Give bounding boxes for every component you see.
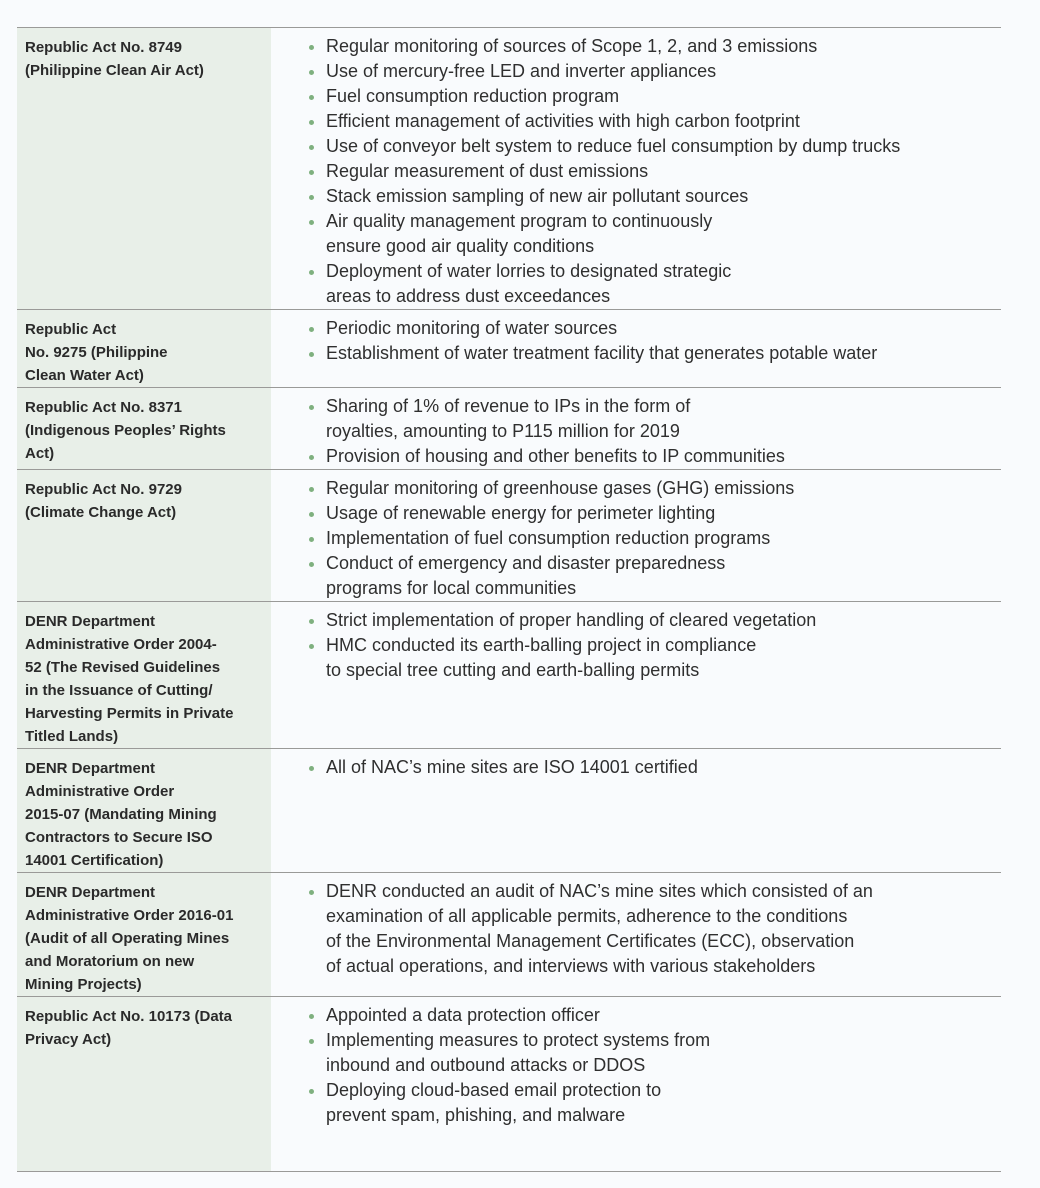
list-item: [309, 879, 1001, 979]
bullet-icon: [309, 270, 314, 275]
law-name-line: No. 9275 (Philippine: [25, 344, 168, 361]
table-row: [17, 749, 1001, 873]
bullet-icon: [309, 220, 314, 225]
bullet-icon: [309, 95, 314, 100]
bullet-icon: [309, 405, 314, 410]
law-name-line: Contractors to Secure ISO: [25, 829, 213, 846]
list-item: [309, 316, 1001, 341]
bullet-icon: [309, 487, 314, 492]
list-item: [309, 394, 1001, 444]
list-item: [309, 159, 1001, 184]
bullet-icon: [309, 537, 314, 542]
bullet-icon: [309, 890, 314, 895]
compliance-table: [17, 28, 1001, 1172]
law-name-line: Titled Lands): [25, 728, 119, 745]
bullet-icon: [309, 195, 314, 200]
law-cell: [17, 749, 271, 873]
list-item: [309, 109, 1001, 134]
law-name-line: Mining Projects): [25, 976, 142, 993]
measure-text-line: DENR conducted an audit of NAC’s mine sites which consisted of an: [326, 881, 873, 901]
law-name-line: Republic Act No. 10173 (Data: [25, 1008, 233, 1025]
bullet-icon: [309, 327, 314, 332]
measure-text-line: royalties, amounting to P115 million for 2019: [326, 421, 680, 441]
bullet-icon: [309, 1039, 314, 1044]
bullet-icon: [309, 1014, 314, 1019]
measure-text-line: Efficient management of activities with high carbon footprint: [326, 111, 800, 131]
measures-cell: [271, 602, 1001, 749]
law-name-line: 52 (The Revised Guidelines: [25, 659, 221, 676]
list-item: [309, 184, 1001, 209]
list-item: [309, 526, 1001, 551]
table-row: [17, 310, 1001, 388]
list-item: [309, 59, 1001, 84]
measures-list: [309, 755, 1001, 780]
law-name-line: DENR Department: [25, 613, 156, 630]
law-name-line: DENR Department: [25, 760, 156, 777]
measure-text-line: Establishment of water treatment facility that generates potable water: [326, 343, 878, 363]
measure-text-line: inbound and outbound attacks or DDOS: [326, 1055, 646, 1075]
bullet-icon: [309, 170, 314, 175]
law-name-line: and Moratorium on new: [25, 953, 195, 970]
measures-cell: [271, 310, 1001, 388]
measure-text-line: of actual operations, and interviews with various stakeholders: [326, 956, 816, 976]
measures-cell: [271, 873, 1001, 997]
measures-list: [309, 608, 1001, 683]
law-name-line: Clean Water Act): [25, 367, 144, 384]
list-item: [309, 551, 1001, 601]
measures-list: [309, 476, 1001, 601]
measure-text-line: Stack emission sampling of new air pollutant sources: [326, 186, 749, 206]
measure-text-line: Sharing of 1% of revenue to IPs in the form of: [326, 396, 691, 416]
table-row: [17, 873, 1001, 997]
measure-text-line: Regular measurement of dust emissions: [326, 161, 649, 181]
measure-text-line: of the Environmental Management Certificates (ECC), observation: [326, 931, 855, 951]
bullet-icon: [309, 70, 314, 75]
law-name-line: in the Issuance of Cutting/: [25, 682, 213, 699]
list-item: [309, 1078, 1001, 1128]
law-name-line: Administrative Order 2004-: [25, 636, 217, 653]
law-name-line: Administrative Order 2016-01: [25, 907, 234, 924]
bullet-icon: [309, 455, 314, 460]
measures-cell: [271, 388, 1001, 470]
law-name-line: 14001 Certification): [25, 852, 164, 869]
measures-list: [309, 879, 1001, 979]
list-item: [309, 341, 1001, 366]
list-item: [309, 476, 1001, 501]
measure-text-line: Periodic monitoring of water sources: [326, 318, 618, 338]
measure-text-line: Appointed a data protection officer: [326, 1005, 600, 1025]
measures-cell: [271, 749, 1001, 873]
measure-text-line: to special tree cutting and earth-balling permits: [326, 660, 700, 680]
law-cell: [17, 310, 271, 388]
law-cell: [17, 470, 271, 602]
measures-list: [309, 394, 1001, 469]
list-item: [309, 608, 1001, 633]
law-name-line: Republic Act: [25, 321, 117, 338]
law-name-line: Act): [25, 445, 55, 462]
bullet-icon: [309, 45, 314, 50]
compliance-table-container: [17, 27, 1001, 1172]
measures-cell: [271, 28, 1001, 310]
compliance-table-body: [17, 28, 1001, 1172]
table-row: [17, 388, 1001, 470]
law-name-line: Administrative Order: [25, 783, 175, 800]
measure-text-line: Use of conveyor belt system to reduce fuel consumption by dump trucks: [326, 136, 901, 156]
law-name-line: (Audit of all Operating Mines: [25, 930, 230, 947]
measure-text-line: Provision of housing and other benefits to IP communities: [326, 446, 785, 466]
measure-text-line: Regular monitoring of greenhouse gases (GHG) emissions: [326, 478, 795, 498]
measure-text-line: Implementing measures to protect systems from: [326, 1030, 711, 1050]
measure-text-line: Air quality management program to continuously: [326, 211, 713, 231]
bullet-icon: [309, 766, 314, 771]
law-cell: [17, 28, 271, 310]
law-name-line: DENR Department: [25, 884, 156, 901]
list-item: [309, 633, 1001, 683]
bullet-icon: [309, 1089, 314, 1094]
list-item: [309, 259, 1001, 309]
bullet-icon: [309, 619, 314, 624]
law-name-line: Harvesting Permits in Private: [25, 705, 234, 722]
bullet-icon: [309, 145, 314, 150]
list-item: [309, 1003, 1001, 1028]
list-item: [309, 755, 1001, 780]
table-row: [17, 602, 1001, 749]
bullet-icon: [309, 512, 314, 517]
law-name-line: (Philippine Clean Air Act): [25, 62, 204, 79]
law-cell: [17, 997, 271, 1172]
measure-text-line: Strict implementation of proper handling of cleared vegetation: [326, 610, 817, 630]
list-item: [309, 134, 1001, 159]
measure-text-line: Deployment of water lorries to designated strategic: [326, 261, 732, 281]
measures-list: [309, 1003, 1001, 1128]
measure-text-line: Regular monitoring of sources of Scope 1, 2, and 3 emissions: [326, 36, 818, 56]
law-name-line: Republic Act No. 8749: [25, 39, 182, 56]
list-item: [309, 84, 1001, 109]
list-item: [309, 444, 1001, 469]
law-name-line: Republic Act No. 8371: [25, 399, 182, 416]
bullet-icon: [309, 120, 314, 125]
measure-text-line: examination of all applicable permits, adherence to the conditions: [326, 906, 848, 926]
measure-text-line: areas to address dust exceedances: [326, 286, 611, 306]
list-item: [309, 501, 1001, 526]
law-name-line: (Indigenous Peoples’ Rights: [25, 422, 226, 439]
law-name-line: 2015-07 (Mandating Mining: [25, 806, 217, 823]
measure-text-line: Usage of renewable energy for perimeter lighting: [326, 503, 716, 523]
measure-text-line: All of NAC’s mine sites are ISO 14001 certified: [326, 757, 698, 777]
table-row: [17, 470, 1001, 602]
law-cell: [17, 388, 271, 470]
measure-text-line: HMC conducted its earth-balling project in compliance: [326, 635, 757, 655]
list-item: [309, 34, 1001, 59]
measure-text-line: Fuel consumption reduction program: [326, 86, 620, 106]
measure-text-line: Implementation of fuel consumption reduction programs: [326, 528, 771, 548]
measures-list: [309, 34, 1001, 309]
bullet-icon: [309, 352, 314, 357]
law-name-line: (Climate Change Act): [25, 504, 177, 521]
measure-text-line: Use of mercury-free LED and inverter appliances: [326, 61, 717, 81]
table-row: [17, 28, 1001, 310]
law-name-line: Republic Act No. 9729: [25, 481, 182, 498]
measure-text-line: ensure good air quality conditions: [326, 236, 595, 256]
measure-text-line: programs for local communities: [326, 578, 577, 598]
law-cell: [17, 873, 271, 997]
bullet-icon: [309, 644, 314, 649]
measures-cell: [271, 997, 1001, 1172]
list-item: [309, 209, 1001, 259]
law-name-line: Privacy Act): [25, 1031, 112, 1048]
measure-text-line: prevent spam, phishing, and malware: [326, 1105, 626, 1125]
measures-cell: [271, 470, 1001, 602]
list-item: [309, 1028, 1001, 1078]
bullet-icon: [309, 562, 314, 567]
measure-text-line: Conduct of emergency and disaster preparedness: [326, 553, 726, 573]
measures-list: [309, 316, 1001, 366]
law-cell: [17, 602, 271, 749]
table-row: [17, 997, 1001, 1172]
measure-text-line: Deploying cloud-based email protection to: [326, 1080, 662, 1100]
